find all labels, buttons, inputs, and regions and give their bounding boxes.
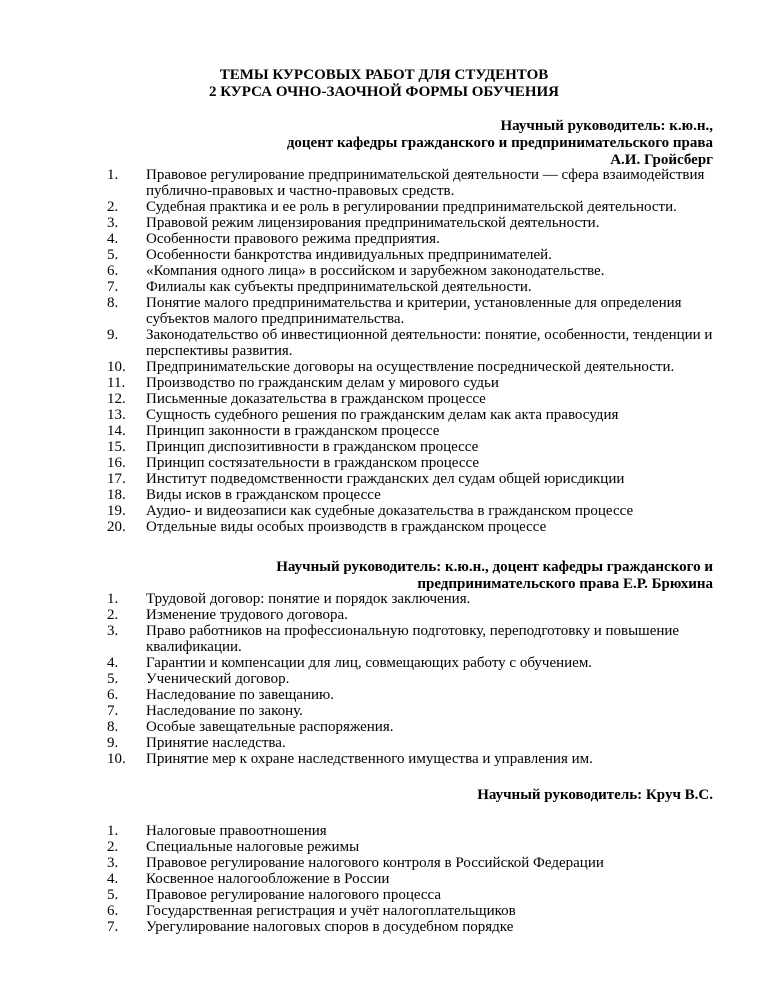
topic-text: Специальные налоговые режимы <box>146 839 360 855</box>
topic-number: 2. <box>107 199 119 215</box>
topic-item <box>107 687 727 703</box>
section-3-topic-list <box>107 823 727 935</box>
topic-number: 17. <box>107 471 126 487</box>
topic-number: 11. <box>107 375 126 391</box>
supervisor-line: предпринимательского права Е.Р. Брюхина <box>417 576 713 592</box>
topic-item <box>107 591 727 607</box>
topic-text: Принятие наследства. <box>146 735 286 751</box>
topic-number: 2. <box>107 607 119 623</box>
topic-item <box>107 703 727 719</box>
section-1-supervisor <box>287 118 713 169</box>
section-3-supervisor <box>477 787 713 804</box>
topic-text: Аудио- и видеозаписи как судебные доказательства в гражданском процессе <box>146 503 634 519</box>
topic-text: Гарантии и компенсации для лиц, совмещающих работу с обучением. <box>146 655 593 671</box>
topic-text: Отдельные виды особых производств в гражданском процессе <box>146 519 547 535</box>
supervisor-line: Научный руководитель: к.ю.н., доцент кафедры гражданского и <box>276 559 713 575</box>
topic-text: Трудовой договор: понятие и порядок заключения. <box>146 591 471 607</box>
topic-number: 8. <box>107 295 119 311</box>
supervisor-line: А.И. Гройсберг <box>610 152 713 168</box>
topic-item <box>107 375 727 391</box>
topic-text: Виды исков в гражданском процессе <box>146 487 381 503</box>
topic-number: 3. <box>107 623 119 639</box>
topic-number: 4. <box>107 655 119 671</box>
topic-item <box>107 519 727 535</box>
topic-text: Правовой режим лицензирования предпринимательской деятельности. <box>146 215 600 231</box>
topic-text: Принцип законности в гражданском процессе <box>146 423 440 439</box>
topic-text: Предпринимательские договоры на осуществление посреднической деятельности. <box>146 359 675 375</box>
topic-text: Законодательство об инвестиционной деятельности: понятие, особенности, тенденции и перспективы развития. <box>146 327 713 359</box>
topic-number: 4. <box>107 231 119 247</box>
topic-number: 19. <box>107 503 126 519</box>
topic-number: 5. <box>107 247 119 263</box>
topic-number: 13. <box>107 407 126 423</box>
supervisor-line: доцент кафедры гражданского и предпринимательского права <box>286 135 713 151</box>
topic-text: Принцип состязательности в гражданском процессе <box>146 455 479 471</box>
section-2-supervisor <box>276 559 713 593</box>
topic-number: 5. <box>107 671 119 687</box>
section-2-topic-list <box>107 591 727 767</box>
topic-item <box>107 407 727 423</box>
topic-text: Сущность судебного решения по гражданским делам как акта правосудия <box>146 407 619 423</box>
topic-item <box>107 263 727 279</box>
topic-number: 4. <box>107 871 119 887</box>
topic-text: Филиалы как субъекты предпринимательской деятельности. <box>146 279 532 295</box>
topic-item <box>107 423 727 439</box>
topic-text: Письменные доказательства в гражданском процессе <box>146 391 486 407</box>
topic-text: Урегулирование налоговых споров в досудебном порядке <box>146 919 514 935</box>
topic-number: 9. <box>107 735 119 751</box>
topic-text: Налоговые правоотношения <box>146 823 327 839</box>
topic-number: 3. <box>107 215 119 231</box>
topic-number: 12. <box>107 391 126 407</box>
topic-item <box>107 391 727 407</box>
topic-item <box>107 487 727 503</box>
topic-number: 20. <box>107 519 126 535</box>
document-title-line-1: ТЕМЫ КУРСОВЫХ РАБОТ ДЛЯ СТУДЕНТОВ <box>219 67 549 83</box>
topic-item <box>107 655 727 671</box>
topic-number: 14. <box>107 423 126 439</box>
topic-item <box>107 871 727 887</box>
topic-number: 16. <box>107 455 126 471</box>
document-title-line-2: 2 КУРСА ОЧНО-ЗАОЧНОЙ ФОРМЫ ОБУЧЕНИЯ <box>208 84 560 100</box>
topic-number: 1. <box>107 823 119 839</box>
topic-text: Косвенное налогообложение в России <box>146 871 390 887</box>
topic-text: Государственная регистрация и учёт налогоплательщиков <box>146 903 516 919</box>
topic-text: «Компания одного лица» в российском и зарубежном законодательстве. <box>146 263 605 279</box>
topic-item <box>107 735 727 751</box>
topic-number: 2. <box>107 839 119 855</box>
topic-item <box>107 199 727 215</box>
topic-item <box>107 327 727 359</box>
topic-number: 8. <box>107 719 119 735</box>
topic-item <box>107 751 727 767</box>
topic-number: 6. <box>107 263 119 279</box>
topic-text: Правовое регулирование налогового процесса <box>146 887 442 903</box>
topic-text: Производство по гражданским делам у мирового судьи <box>146 375 499 391</box>
supervisor-line: Научный руководитель: Круч В.С. <box>477 787 713 803</box>
topic-item <box>107 247 727 263</box>
topic-text: Наследование по закону. <box>146 703 303 719</box>
topic-text: Правовое регулирование предпринимательской деятельности — сфера взаимодействия публично-правовых и частно-правовых средств. <box>146 167 705 199</box>
topic-number: 1. <box>107 167 119 183</box>
topic-item <box>107 823 727 839</box>
topic-item <box>107 231 727 247</box>
topic-item <box>107 295 727 327</box>
topic-item <box>107 455 727 471</box>
topic-item <box>107 903 727 919</box>
topic-text: Особенности банкротства индивидуальных предпринимателей. <box>146 247 552 263</box>
topic-text: Особенности правового режима предприятия. <box>146 231 440 247</box>
topic-number: 10. <box>107 359 126 375</box>
topic-number: 5. <box>107 887 119 903</box>
supervisor-line: Научный руководитель: к.ю.н., <box>500 118 713 134</box>
topic-text: Понятие малого предпринимательства и критерии, установленные для определения субъектов малого предпринимательства. <box>146 295 682 327</box>
topic-number: 1. <box>107 591 119 607</box>
topic-text: Изменение трудового договора. <box>146 607 348 623</box>
topic-number: 7. <box>107 279 119 295</box>
topic-item <box>107 167 727 199</box>
topic-item <box>107 887 727 903</box>
topic-text: Особые завещательные распоряжения. <box>146 719 394 735</box>
topic-number: 9. <box>107 327 119 343</box>
topic-item <box>107 503 727 519</box>
topic-number: 6. <box>107 903 119 919</box>
topic-number: 15. <box>107 439 126 455</box>
topic-item <box>107 607 727 623</box>
topic-item <box>107 919 727 935</box>
topic-number: 3. <box>107 855 119 871</box>
topic-text: Принцип диспозитивности в гражданском процессе <box>146 439 479 455</box>
topic-number: 18. <box>107 487 126 503</box>
topic-text: Судебная практика и ее роль в регулировании предпринимательской деятельности. <box>146 199 677 215</box>
topic-item <box>107 623 727 655</box>
topic-item <box>107 439 727 455</box>
topic-text: Принятие мер к охране наследственного имущества и управления им. <box>146 751 593 767</box>
topic-item <box>107 215 727 231</box>
topic-item <box>107 471 727 487</box>
topic-text: Ученический договор. <box>146 671 290 687</box>
section-1-topic-list <box>107 167 727 535</box>
topic-text: Наследование по завещанию. <box>146 687 334 703</box>
topic-item <box>107 855 727 871</box>
topic-item <box>107 279 727 295</box>
topic-item <box>107 671 727 687</box>
topic-number: 6. <box>107 687 119 703</box>
topic-item <box>107 719 727 735</box>
topic-item <box>107 839 727 855</box>
topic-item <box>107 359 727 375</box>
topic-number: 7. <box>107 703 119 719</box>
topic-text: Институт подведомственности гражданских дел судам общей юрисдикции <box>146 471 625 487</box>
topic-text: Право работников на профессиональную подготовку, переподготовку и повышение квалификации. <box>146 623 680 655</box>
topic-number: 10. <box>107 751 126 767</box>
topic-number: 7. <box>107 919 119 935</box>
topic-text: Правовое регулирование налогового контроля в Российской Федерации <box>146 855 604 871</box>
